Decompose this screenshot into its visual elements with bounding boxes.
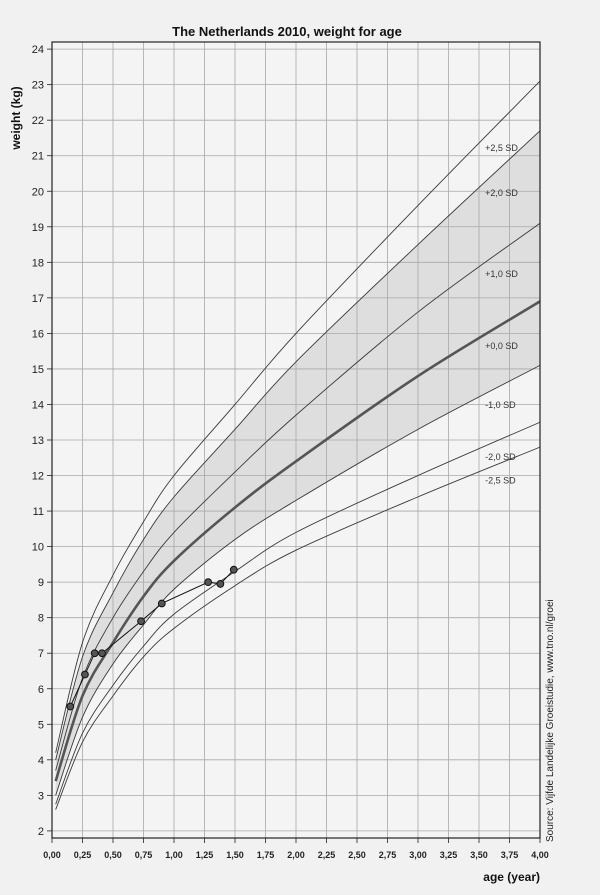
y-tick-label: 19 — [31, 221, 44, 234]
y-tick-label: 4 — [37, 754, 44, 767]
x-tick-label: 1,00 — [165, 850, 183, 860]
plot-area — [47, 42, 540, 843]
x-tick-label: 3,25 — [439, 850, 458, 860]
x-tick-label: 2,75 — [378, 850, 397, 860]
y-tick-label: 16 — [31, 328, 44, 341]
x-tick-label: 0,50 — [104, 850, 122, 860]
y-tick-label: 8 — [37, 612, 44, 625]
y-tick-label: 9 — [37, 577, 44, 590]
y-tick-label: 18 — [31, 257, 44, 270]
y-tick-label: 20 — [31, 186, 44, 199]
measurement-point — [82, 671, 89, 678]
y-tick-label: 11 — [32, 506, 44, 519]
x-tick-label: 3,00 — [409, 850, 427, 860]
x-tick-label: 4,00 — [531, 850, 549, 860]
x-tick-label: 3,50 — [470, 850, 488, 860]
measurement-point — [138, 618, 145, 625]
y-tick-label: 22 — [31, 115, 44, 128]
x-tick-label: 2,00 — [287, 850, 305, 860]
x-tick-label: 0,75 — [134, 850, 153, 860]
y-tick-label: 6 — [37, 683, 44, 696]
y-tick-label: 2 — [37, 825, 44, 838]
y-tick-label: 17 — [31, 292, 44, 305]
x-tick-label: 3,75 — [500, 850, 519, 860]
y-tick-label: 10 — [31, 541, 44, 554]
sd-label: +1,0 SD — [485, 269, 518, 280]
measurement-point — [205, 579, 212, 586]
x-axis-label: age (year) — [483, 870, 540, 884]
y-tick-label: 24 — [31, 44, 44, 57]
sd-label: +2,5 SD — [485, 143, 518, 154]
measurement-point — [67, 703, 74, 710]
sd-label: -2,5 SD — [485, 475, 516, 486]
sd-label: +0,0 SD — [485, 340, 518, 351]
x-tick-label: 2,50 — [348, 850, 366, 860]
chart-title: The Netherlands 2010, weight for age — [172, 24, 402, 39]
sd-label: -1,0 SD — [485, 400, 516, 411]
x-tick-label: 1,75 — [256, 850, 275, 860]
x-tick-label: 0,25 — [73, 850, 92, 860]
measurement-point — [91, 650, 98, 657]
y-tick-labels — [32, 44, 44, 838]
sd-label: +2,0 SD — [485, 188, 518, 199]
measurement-point — [230, 566, 237, 573]
source-note: Source: Vijfde Landelijke Groeistudie, www.tno.nl/groei — [545, 599, 556, 842]
y-tick-label: 12 — [31, 470, 44, 483]
y-tick-label: 14 — [31, 399, 44, 412]
x-tick-label: 0,00 — [43, 850, 61, 860]
y-tick-label: 23 — [31, 79, 44, 92]
measurement-point — [158, 600, 165, 607]
y-tick-label: 15 — [31, 363, 44, 376]
y-tick-label: 5 — [37, 719, 44, 732]
x-tick-label: 1,25 — [195, 850, 214, 860]
y-tick-label: 21 — [31, 150, 44, 163]
y-tick-label: 13 — [31, 435, 44, 447]
y-axis-label: weight (kg) — [9, 86, 23, 150]
measurement-point — [217, 581, 224, 588]
x-tick-label: 1,50 — [226, 850, 244, 860]
x-tick-label: 2,25 — [317, 850, 336, 860]
y-tick-label: 7 — [37, 648, 44, 661]
x-tick-labels — [43, 850, 549, 860]
measurement-point — [99, 650, 106, 657]
y-tick-label: 3 — [37, 790, 44, 803]
sd-label: -2,0 SD — [485, 452, 516, 463]
